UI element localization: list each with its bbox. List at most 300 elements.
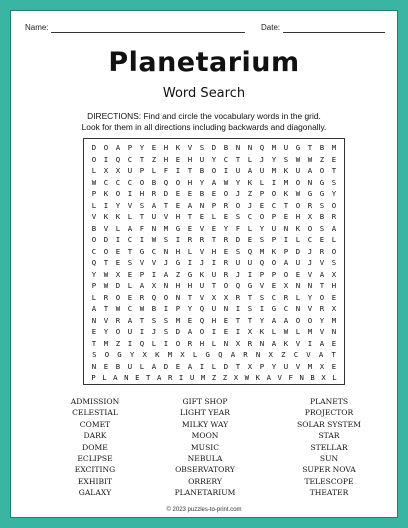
- grid-letter[interactable]: D: [223, 361, 229, 371]
- grid-letter[interactable]: U: [295, 258, 301, 267]
- grid-letter[interactable]: A: [151, 361, 157, 371]
- grid-letter[interactable]: A: [139, 281, 145, 290]
- grid-letter[interactable]: V: [295, 361, 301, 371]
- grid-letter[interactable]: O: [91, 235, 97, 244]
- grid-letter[interactable]: M: [259, 246, 265, 256]
- grid-letter[interactable]: P: [139, 166, 145, 175]
- grid-letter[interactable]: L: [127, 281, 133, 290]
- grid-letter[interactable]: E: [331, 338, 337, 348]
- grid-letter[interactable]: O: [331, 200, 337, 210]
- grid-letter[interactable]: Q: [247, 246, 253, 256]
- grid-letter[interactable]: A: [211, 177, 217, 187]
- grid-letter[interactable]: I: [175, 235, 181, 244]
- grid-letter[interactable]: A: [230, 350, 236, 359]
- grid-letter[interactable]: R: [243, 350, 248, 359]
- grid-letter[interactable]: N: [91, 315, 97, 325]
- grid-letter[interactable]: U: [127, 327, 133, 336]
- grid-letter[interactable]: T: [127, 246, 133, 256]
- grid-letter[interactable]: V: [199, 292, 205, 302]
- grid-letter[interactable]: H: [211, 315, 217, 325]
- grid-letter[interactable]: T: [319, 281, 325, 290]
- grid-letter[interactable]: A: [91, 304, 97, 313]
- grid-letter[interactable]: E: [211, 223, 217, 233]
- grid-letter[interactable]: E: [187, 223, 193, 233]
- grid-letter[interactable]: W: [295, 189, 301, 198]
- grid-letter[interactable]: H: [187, 154, 193, 164]
- grid-letter[interactable]: T: [103, 304, 109, 313]
- grid-letter[interactable]: L: [295, 235, 301, 244]
- grid-letter[interactable]: V: [307, 269, 313, 279]
- grid-letter[interactable]: W: [115, 304, 121, 313]
- grid-letter[interactable]: V: [319, 327, 325, 336]
- grid-letter[interactable]: T: [235, 154, 241, 164]
- grid-letter[interactable]: V: [163, 212, 169, 221]
- grid-letter[interactable]: D: [163, 361, 169, 371]
- grid-letter[interactable]: E: [103, 361, 109, 371]
- grid-letter[interactable]: O: [235, 200, 241, 210]
- grid-letter[interactable]: S: [127, 258, 133, 267]
- grid-letter[interactable]: B: [319, 143, 325, 152]
- grid-letter[interactable]: Y: [91, 269, 97, 279]
- grid-letter[interactable]: O: [307, 315, 313, 325]
- grid-letter[interactable]: W: [223, 177, 229, 187]
- grid-letter[interactable]: L: [295, 327, 301, 336]
- grid-letter[interactable]: I: [271, 177, 277, 187]
- grid-letter[interactable]: L: [139, 361, 145, 371]
- grid-letter[interactable]: Z: [175, 269, 181, 279]
- grid-letter[interactable]: I: [307, 338, 313, 348]
- grid-letter[interactable]: F: [235, 223, 241, 233]
- grid-letter[interactable]: C: [307, 235, 313, 244]
- grid-letter[interactable]: Z: [281, 350, 286, 359]
- grid-letter[interactable]: T: [103, 258, 109, 267]
- grid-letter[interactable]: F: [163, 166, 169, 175]
- grid-letter[interactable]: Y: [115, 200, 121, 210]
- grid-letter[interactable]: O: [115, 327, 121, 336]
- grid-letter[interactable]: O: [175, 338, 181, 348]
- grid-letter[interactable]: V: [259, 281, 265, 290]
- grid-letter[interactable]: O: [271, 189, 277, 198]
- grid-letter[interactable]: K: [175, 143, 181, 152]
- grid-letter[interactable]: L: [247, 223, 253, 233]
- grid-letter[interactable]: O: [319, 166, 325, 175]
- grid-letter[interactable]: V: [103, 223, 109, 233]
- grid-letter[interactable]: B: [199, 189, 205, 198]
- grid-letter[interactable]: R: [139, 292, 145, 302]
- grid-letter[interactable]: R: [235, 292, 241, 302]
- grid-letter[interactable]: L: [331, 235, 337, 244]
- grid-letter[interactable]: E: [331, 154, 337, 164]
- grid-letter[interactable]: A: [271, 315, 277, 325]
- grid-letter[interactable]: O: [211, 166, 217, 175]
- grid-letter[interactable]: V: [307, 304, 313, 313]
- grid-letter[interactable]: U: [235, 166, 241, 175]
- grid-letter[interactable]: H: [163, 154, 169, 164]
- grid-letter[interactable]: B: [151, 304, 157, 313]
- grid-letter[interactable]: R: [103, 292, 109, 302]
- grid-letter[interactable]: G: [187, 269, 193, 279]
- grid-letter[interactable]: O: [295, 200, 301, 210]
- grid-letter[interactable]: O: [104, 350, 110, 359]
- grid-letter[interactable]: L: [127, 212, 133, 221]
- grid-letter[interactable]: R: [223, 200, 229, 210]
- grid-letter[interactable]: L: [192, 350, 198, 359]
- grid-letter[interactable]: I: [127, 189, 133, 198]
- grid-letter[interactable]: A: [307, 166, 313, 175]
- grid-letter[interactable]: R: [187, 338, 193, 348]
- grid-letter[interactable]: E: [187, 189, 193, 198]
- grid-letter[interactable]: E: [223, 246, 229, 256]
- grid-letter[interactable]: I: [139, 235, 145, 244]
- grid-letter[interactable]: P: [91, 281, 97, 290]
- grid-letter[interactable]: O: [283, 269, 289, 279]
- grid-letter[interactable]: D: [103, 235, 109, 244]
- grid-letter[interactable]: U: [235, 258, 241, 267]
- grid-letter[interactable]: R: [223, 235, 229, 244]
- grid-letter[interactable]: K: [103, 189, 109, 198]
- grid-letter[interactable]: R: [223, 258, 229, 267]
- grid-letter[interactable]: T: [235, 315, 241, 325]
- grid-letter[interactable]: R: [115, 315, 121, 325]
- grid-letter[interactable]: L: [332, 373, 337, 382]
- grid-letter[interactable]: I: [103, 154, 109, 164]
- grid-letter[interactable]: C: [271, 200, 277, 210]
- grid-letter[interactable]: H: [187, 177, 193, 187]
- grid-letter[interactable]: T: [146, 373, 151, 382]
- grid-letter[interactable]: M: [163, 223, 169, 233]
- grid-letter[interactable]: Y: [271, 361, 277, 371]
- grid-letter[interactable]: R: [331, 212, 337, 221]
- grid-letter[interactable]: X: [319, 361, 325, 371]
- grid-letter[interactable]: O: [295, 315, 301, 325]
- grid-letter[interactable]: S: [163, 235, 169, 244]
- grid-letter[interactable]: U: [151, 212, 157, 221]
- grid-letter[interactable]: H: [187, 281, 193, 290]
- grid-letter[interactable]: N: [259, 338, 265, 348]
- grid-letter[interactable]: H: [199, 338, 205, 348]
- grid-letter[interactable]: E: [319, 235, 325, 244]
- grid-letter[interactable]: I: [211, 258, 217, 267]
- grid-letter[interactable]: E: [199, 212, 205, 221]
- grid-letter[interactable]: A: [163, 269, 169, 279]
- grid-letter[interactable]: I: [247, 269, 253, 279]
- grid-letter[interactable]: A: [113, 373, 118, 382]
- grid-letter[interactable]: P: [91, 189, 97, 198]
- grid-letter[interactable]: E: [223, 315, 229, 325]
- grid-letter[interactable]: Z: [115, 338, 121, 348]
- grid-letter[interactable]: W: [283, 327, 289, 336]
- grid-letter[interactable]: G: [319, 189, 325, 198]
- grid-letter[interactable]: A: [151, 200, 157, 210]
- grid-letter[interactable]: G: [247, 281, 253, 290]
- grid-letter[interactable]: J: [259, 154, 265, 164]
- grid-letter[interactable]: D: [91, 143, 97, 152]
- grid-letter[interactable]: A: [187, 200, 193, 210]
- grid-letter[interactable]: W: [91, 177, 97, 187]
- grid-letter[interactable]: L: [211, 361, 217, 371]
- grid-letter[interactable]: L: [295, 292, 301, 302]
- grid-letter[interactable]: A: [319, 338, 325, 348]
- grid-letter[interactable]: E: [91, 327, 97, 336]
- grid-letter[interactable]: W: [244, 373, 250, 382]
- grid-letter[interactable]: J: [307, 246, 313, 256]
- grid-letter[interactable]: M: [307, 327, 313, 336]
- grid-letter[interactable]: T: [139, 315, 145, 325]
- grid-letter[interactable]: H: [211, 246, 217, 256]
- grid-letter[interactable]: P: [259, 361, 265, 371]
- grid-letter[interactable]: S: [199, 143, 205, 152]
- grid-letter[interactable]: R: [307, 200, 313, 210]
- grid-letter[interactable]: K: [199, 269, 205, 279]
- grid-letter[interactable]: Q: [259, 258, 265, 267]
- grid-letter[interactable]: O: [223, 281, 229, 290]
- grid-letter[interactable]: X: [142, 350, 147, 359]
- grid-letter[interactable]: E: [175, 189, 181, 198]
- grid-letter[interactable]: E: [331, 361, 337, 371]
- grid-letter[interactable]: Q: [151, 292, 157, 302]
- grid-letter[interactable]: J: [247, 200, 253, 210]
- grid-letter[interactable]: C: [103, 177, 109, 187]
- grid-letter[interactable]: V: [91, 212, 97, 221]
- grid-letter[interactable]: N: [307, 281, 313, 290]
- grid-letter[interactable]: X: [331, 304, 337, 313]
- grid-letter[interactable]: E: [211, 189, 217, 198]
- grid-letter[interactable]: T: [211, 235, 217, 244]
- grid-letter[interactable]: A: [283, 315, 289, 325]
- grid-letter[interactable]: K: [247, 177, 253, 187]
- grid-letter[interactable]: D: [211, 143, 217, 152]
- grid-letter[interactable]: C: [127, 177, 133, 187]
- grid-letter[interactable]: I: [175, 166, 181, 175]
- grid-letter[interactable]: K: [255, 373, 261, 382]
- grid-letter[interactable]: O: [115, 292, 121, 302]
- grid-letter[interactable]: W: [295, 154, 301, 164]
- grid-letter[interactable]: K: [283, 166, 289, 175]
- grid-letter[interactable]: P: [283, 246, 289, 256]
- grid-letter[interactable]: B: [91, 223, 97, 233]
- grid-letter[interactable]: L: [247, 154, 253, 164]
- grid-letter[interactable]: Z: [211, 373, 217, 382]
- grid-letter[interactable]: I: [283, 235, 289, 244]
- grid-letter[interactable]: E: [175, 361, 181, 371]
- grid-letter[interactable]: M: [271, 166, 277, 175]
- grid-letter[interactable]: N: [299, 373, 304, 382]
- grid-letter[interactable]: W: [307, 154, 313, 164]
- grid-letter[interactable]: D: [295, 246, 301, 256]
- grid-letter[interactable]: U: [259, 166, 265, 175]
- grid-letter[interactable]: N: [255, 350, 261, 359]
- grid-letter[interactable]: C: [247, 212, 253, 221]
- grid-letter[interactable]: S: [92, 350, 97, 359]
- grid-letter[interactable]: Q: [139, 338, 145, 348]
- grid-letter[interactable]: R: [319, 246, 325, 256]
- grid-letter[interactable]: T: [187, 292, 193, 302]
- grid-letter[interactable]: M: [283, 177, 289, 187]
- grid-letter[interactable]: E: [187, 315, 193, 325]
- grid-letter[interactable]: H: [175, 212, 181, 221]
- grid-letter[interactable]: T: [139, 154, 145, 164]
- grid-letter[interactable]: B: [115, 361, 121, 371]
- grid-letter[interactable]: E: [271, 281, 277, 290]
- grid-letter[interactable]: X: [247, 361, 253, 371]
- grid-letter[interactable]: L: [151, 338, 157, 348]
- grid-letter[interactable]: W: [151, 235, 157, 244]
- grid-letter[interactable]: P: [271, 235, 277, 244]
- grid-letter[interactable]: P: [271, 212, 277, 221]
- grid-letter[interactable]: M: [175, 315, 181, 325]
- grid-letter[interactable]: P: [175, 304, 181, 313]
- grid-letter[interactable]: A: [187, 361, 193, 371]
- grid-letter[interactable]: I: [163, 338, 169, 348]
- grid-letter[interactable]: S: [235, 246, 241, 256]
- grid-letter[interactable]: N: [199, 200, 205, 210]
- grid-letter[interactable]: U: [199, 281, 205, 290]
- grid-letter[interactable]: I: [199, 361, 205, 371]
- grid-letter[interactable]: O: [295, 177, 301, 187]
- grid-letter[interactable]: I: [259, 304, 265, 313]
- grid-letter[interactable]: A: [318, 350, 324, 359]
- grid-letter[interactable]: J: [307, 258, 313, 267]
- grid-letter[interactable]: Y: [211, 154, 217, 164]
- grid-letter[interactable]: U: [295, 166, 301, 175]
- grid-letter[interactable]: I: [139, 327, 145, 336]
- grid-letter[interactable]: X: [180, 350, 185, 359]
- grid-letter[interactable]: V: [151, 258, 157, 267]
- grid-letter[interactable]: S: [283, 154, 289, 164]
- grid-letter[interactable]: R: [283, 292, 289, 302]
- grid-letter[interactable]: A: [127, 223, 133, 233]
- grid-letter[interactable]: S: [247, 304, 253, 313]
- grid-letter[interactable]: V: [277, 373, 282, 382]
- grid-letter[interactable]: L: [151, 166, 157, 175]
- grid-letter[interactable]: V: [187, 143, 193, 152]
- grid-letter[interactable]: R: [247, 338, 253, 348]
- grid-letter[interactable]: D: [175, 327, 181, 336]
- grid-letter[interactable]: C: [127, 154, 133, 164]
- grid-letter[interactable]: T: [187, 212, 193, 221]
- grid-letter[interactable]: V: [295, 338, 301, 348]
- grid-letter[interactable]: T: [307, 143, 313, 152]
- grid-letter[interactable]: N: [235, 143, 241, 152]
- grid-letter[interactable]: Y: [187, 304, 193, 313]
- grid-letter[interactable]: E: [331, 292, 337, 302]
- grid-letter[interactable]: X: [283, 281, 289, 290]
- grid-letter[interactable]: N: [91, 361, 97, 371]
- grid-letter[interactable]: G: [175, 258, 181, 267]
- grid-letter[interactable]: J: [163, 258, 169, 267]
- grid-letter[interactable]: A: [115, 143, 121, 152]
- grid-letter[interactable]: R: [319, 304, 325, 313]
- grid-letter[interactable]: Q: [115, 154, 121, 164]
- grid-letter[interactable]: T: [283, 200, 289, 210]
- grid-letter[interactable]: S: [151, 315, 157, 325]
- grid-letter[interactable]: X: [211, 292, 217, 302]
- grid-letter[interactable]: L: [211, 338, 217, 348]
- grid-letter[interactable]: O: [103, 246, 109, 256]
- grid-letter[interactable]: R: [223, 269, 229, 279]
- grid-letter[interactable]: N: [307, 177, 313, 187]
- grid-letter[interactable]: I: [235, 327, 241, 336]
- grid-letter[interactable]: A: [247, 166, 253, 175]
- grid-letter[interactable]: Y: [259, 315, 265, 325]
- grid-letter[interactable]: N: [151, 223, 157, 233]
- grid-letter[interactable]: V: [103, 315, 109, 325]
- grid-letter[interactable]: U: [127, 166, 133, 175]
- grid-letter[interactable]: N: [223, 304, 229, 313]
- grid-letter[interactable]: O: [319, 292, 325, 302]
- grid-letter[interactable]: B: [151, 177, 157, 187]
- grid-letter[interactable]: V: [199, 223, 205, 233]
- grid-letter[interactable]: L: [187, 246, 193, 256]
- grid-letter[interactable]: E: [127, 269, 133, 279]
- grid-letter[interactable]: I: [187, 258, 193, 267]
- grid-letter[interactable]: H: [331, 281, 337, 290]
- grid-letter[interactable]: K: [283, 189, 289, 198]
- grid-letter[interactable]: U: [283, 143, 289, 152]
- grid-letter[interactable]: Q: [218, 350, 223, 359]
- grid-letter[interactable]: Y: [199, 177, 205, 187]
- grid-letter[interactable]: E: [115, 246, 121, 256]
- grid-letter[interactable]: L: [211, 212, 217, 221]
- grid-letter[interactable]: I: [103, 200, 109, 210]
- grid-letter[interactable]: C: [283, 304, 289, 313]
- grid-letter[interactable]: X: [233, 373, 239, 382]
- grid-letter[interactable]: N: [295, 304, 301, 313]
- grid-letter[interactable]: X: [235, 338, 241, 348]
- grid-letter[interactable]: W: [103, 269, 109, 279]
- grid-letter[interactable]: G: [295, 143, 301, 152]
- grid-letter[interactable]: I: [178, 373, 184, 382]
- grid-letter[interactable]: S: [319, 223, 325, 233]
- grid-letter[interactable]: Z: [151, 154, 157, 164]
- grid-letter[interactable]: N: [223, 338, 229, 348]
- grid-letter[interactable]: Q: [199, 304, 205, 313]
- grid-letter[interactable]: B: [310, 373, 315, 382]
- grid-letter[interactable]: U: [283, 361, 289, 371]
- grid-letter[interactable]: T: [139, 212, 145, 221]
- grid-letter[interactable]: A: [331, 223, 337, 233]
- grid-letter[interactable]: X: [115, 166, 121, 175]
- grid-letter[interactable]: E: [295, 269, 301, 279]
- grid-letter[interactable]: Y: [259, 223, 265, 233]
- grid-letter[interactable]: T: [91, 338, 97, 348]
- grid-letter[interactable]: E: [259, 200, 265, 210]
- grid-letter[interactable]: S: [163, 315, 169, 325]
- grid-letter[interactable]: C: [271, 292, 277, 302]
- grid-letter[interactable]: M: [200, 373, 206, 382]
- grid-letter[interactable]: M: [103, 338, 109, 348]
- grid-letter[interactable]: Q: [259, 143, 265, 152]
- grid-letter[interactable]: O: [175, 177, 181, 187]
- grid-letter[interactable]: C: [91, 246, 97, 256]
- grid-letter[interactable]: N: [295, 281, 301, 290]
- grid-letter[interactable]: S: [331, 258, 337, 267]
- grid-letter[interactable]: L: [91, 200, 97, 210]
- grid-letter[interactable]: G: [271, 304, 277, 313]
- grid-letter[interactable]: W: [139, 304, 145, 313]
- grid-letter[interactable]: W: [103, 281, 109, 290]
- grid-letter[interactable]: Y: [223, 223, 229, 233]
- grid-letter[interactable]: N: [163, 281, 169, 290]
- grid-letter[interactable]: X: [115, 269, 121, 279]
- grid-letter[interactable]: Z: [222, 373, 228, 382]
- grid-letter[interactable]: F: [288, 373, 293, 382]
- grid-letter[interactable]: T: [235, 361, 241, 371]
- grid-letter[interactable]: O: [271, 258, 277, 267]
- grid-letter[interactable]: M: [307, 361, 313, 371]
- grid-letter[interactable]: S: [259, 292, 265, 302]
- grid-letter[interactable]: L: [259, 177, 265, 187]
